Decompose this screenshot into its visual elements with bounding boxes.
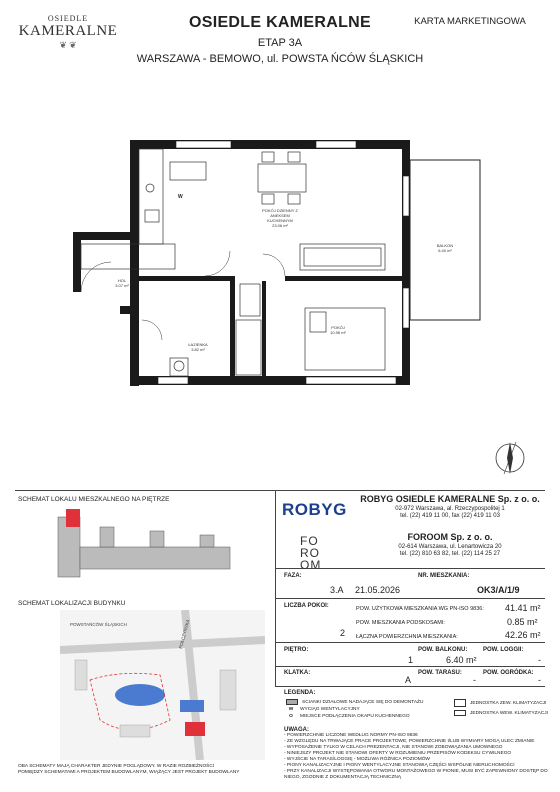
legend-item: [454, 699, 554, 707]
hall-label: [102, 278, 142, 288]
logo: [18, 14, 118, 51]
bathroom-label: [178, 342, 218, 352]
ac-outdoor-icon: [454, 699, 466, 707]
balcony-line: BALKON: [436, 243, 454, 248]
pow-uzytkowa-label: POW. UŻYTKOWA MIESZKANIA WG PN-ISO 9836:: [356, 606, 484, 612]
building-marker: [185, 722, 205, 736]
pokoje-value: 2: [340, 628, 346, 638]
legend-item: [286, 714, 456, 719]
faza-label: FAZA:: [284, 573, 302, 579]
divider: [275, 686, 545, 687]
foroom-logo-line: RO: [300, 546, 320, 560]
faza-value: 3.A: [330, 585, 344, 595]
klatka-value: A: [405, 675, 412, 685]
notes: [284, 727, 554, 781]
living-room-label: [250, 208, 310, 228]
divider: [15, 490, 545, 491]
balcony-label: [425, 243, 465, 253]
pow-laczna-value: 42.26 m²: [505, 630, 541, 640]
ac-indoor-icon: [454, 710, 466, 716]
legend-right: [454, 699, 554, 716]
disclaimer-line: POMIĘDZY SCHEMATAMI A PROJEKTEM BUDOWLANYM, WIĄŻĄCY JEST PROJEKT BUDOWLANY: [18, 770, 240, 775]
divider: [275, 642, 545, 643]
loggia-value: -: [538, 655, 541, 665]
taras-value: -: [473, 675, 476, 685]
divider: [275, 598, 545, 599]
bathroom-area: 3.82 m²: [191, 347, 205, 352]
bedroom-area: 10.96 m²: [330, 330, 346, 335]
ventilation-icon: W: [288, 707, 294, 712]
page-title: OSIEDLE KAMERALNE: [189, 14, 371, 31]
note-line: NIEGO, ZGODNIE Z DOKUMENTACJĄ TECHNICZNĄ: [284, 775, 402, 780]
nr-value: OK3/A/1/9: [477, 585, 520, 595]
washer-symbol: W: [178, 194, 183, 200]
living-room-area: 23.06 m²: [272, 223, 288, 228]
date-value: 21.05.2026: [355, 585, 401, 595]
pow-laczna-label: ŁĄCZNA POWIERZCHNIA MIESZKANIA:: [356, 634, 458, 640]
legend-text: JEDNOSTKA WEW. KLIMATYZACJI: [470, 710, 549, 716]
loggia-label: POW. LOGGII:: [483, 647, 524, 653]
company-phone: tel. (22) 419 11 00, fax (22) 419 11 03: [400, 513, 500, 519]
logo-large-text: KAMERALNE: [18, 23, 118, 39]
note-line: - PIONY KANALIZACYJNE I PIONY WENTYLACYJNE STANOWIĄ CZĘŚCI WSPÓLNE NIERUCHOMOŚCI: [284, 763, 515, 768]
note-line: - WYPOSAŻENIE TYLKO W CELACH PREZENTACJI, NIE STANOWI ZOBOWIĄZANIA UMOWNEGO: [284, 745, 503, 750]
foroom-logo-line: FO: [300, 534, 319, 548]
pow-podskosami-label: POW. MIESZKANIA PODSKOSAMI:: [356, 620, 445, 626]
notes-title: UWAGA:: [284, 727, 309, 733]
company-address: 02-972 Warszawa, al. Rzeczypospolitej 1: [395, 505, 505, 512]
address-label: WARSZAWA - BEMOWO, ul. POWSTA ŃCÓW ŚLĄSKICH: [136, 53, 424, 65]
pow-podskosami-value: 0.85 m²: [507, 617, 538, 627]
living-room-line: KUCHENNYM: [267, 218, 293, 223]
klatka-label: KLATKA:: [284, 670, 311, 676]
company-name: ROBYG OSIEDLE KAMERALNE Sp. z o. o.: [360, 494, 540, 504]
hall-line: HOL: [117, 278, 127, 283]
bedroom-line: POKÓJ: [331, 325, 345, 330]
partition-swatch-icon: [286, 699, 298, 705]
street-label: POWSTAŃCÓW ŚLĄSKICH: [70, 622, 127, 627]
bathroom-line: ŁAZIENKA: [188, 342, 208, 347]
company-foroom: [352, 534, 548, 559]
disclaimer-line: OBA SCHEMATY MAJĄ CHARAKTER JEDYNIE POGLĄDOWY. W RAZIE ROZBIEŻNOŚCI: [18, 764, 215, 769]
doc-type-label: KARTA MARKETINGOWA: [414, 16, 526, 27]
divider: [275, 490, 276, 686]
apartment-marker: [66, 509, 80, 527]
balcony-area: 6.40 m²: [438, 248, 452, 253]
legend-title: LEGENDA:: [284, 690, 316, 696]
pietro-label: PIĘTRO:: [284, 647, 309, 653]
note-line: - POWIERZCHNIE LICZONE WEDŁUG NORMY PN-ISO 9836: [284, 733, 418, 738]
balkon-value: 6.40 m²: [446, 655, 477, 665]
balkon-label: POW. BALKONU:: [418, 647, 468, 653]
ogrodek-label: POW. OGRÓDKA:: [483, 670, 534, 676]
legend-text: SCIANKI DZIAŁOWE NADAJĄCE SIĘ DO DEMONTAŻU: [302, 699, 424, 705]
legend-item: [286, 707, 456, 712]
pokoje-label: LICZBA POKOI:: [284, 603, 329, 609]
logo-ornament: ❦ ❦: [59, 40, 77, 50]
logo-small-text: OSIEDLE: [47, 14, 89, 23]
company-name: FOROOM Sp. z o. o.: [407, 532, 493, 542]
disclaimer: [18, 764, 240, 776]
section-title-location: SCHEMAT LOKALIZACJI BUDYNKU: [18, 600, 126, 607]
note-line: - NINIEJSZY PROJEKT NIE STANOWI OFERTY W ROZUMIENIU PRZEPISÓW KODEKSU CYWILNEGO: [284, 751, 512, 756]
hood-connection-icon: O: [289, 714, 293, 719]
note-line: - ZE WZGLĘDU NA TRWAJĄCE PRACE PROJEKTOWE, POWIERZCHNIE I/LUB WYMIARY MOGĄ ULEC ZMIANIE: [284, 739, 535, 744]
nr-label: NR. MIESZKANIA:: [418, 573, 470, 579]
bedroom-label: [318, 325, 358, 335]
hall-area: 3.07 m²: [115, 283, 129, 288]
foroom-logo: [300, 535, 340, 571]
street-label: POŁCZYŃSKA: [178, 618, 191, 650]
compass-icon: [490, 438, 530, 478]
company-address: 02-614 Warszawa, ul. Lenartowicza 20: [398, 543, 502, 550]
note-line: - WYJŚCIE NA TARAS/LOGGIĘ - MOŻLIWA RÓŻNICA POZIOMÓW: [284, 757, 430, 762]
company-phone: tel. (22) 810 63 82, tel. (22) 114 25 27: [399, 551, 501, 557]
pow-uzytkowa-value: 41.41 m²: [505, 603, 541, 613]
note-line: - PRZY KANALIZACJI WYSTĘPOWANIA OTWORU MONTAŻOWEGO W PIONIE, MUSI BYĆ ZAPEWNIONY DOSTĘP DO: [284, 769, 548, 774]
location-map: [60, 610, 265, 760]
legend-item: [286, 699, 456, 705]
living-room-line: ANEKSEM: [270, 213, 290, 218]
legend-text: JEDNOSTKA ZEW. KLIMATYZACJI: [470, 700, 547, 706]
company-robyg: [352, 496, 548, 521]
floor-plan: [0, 80, 560, 440]
divider: [275, 666, 545, 667]
robyg-logo: ROBYG: [282, 500, 347, 519]
foroom-logo-line: OM: [300, 558, 322, 572]
living-room-line: POKÓJ DZIENNY Z: [262, 208, 298, 213]
stage-label: ETAP 3A: [257, 37, 303, 49]
legend-item: [454, 710, 554, 716]
taras-label: POW. TARASU:: [418, 670, 462, 676]
ogrodek-value: -: [538, 675, 541, 685]
floor-schematic: [40, 505, 240, 590]
legend-text: WYCIĄG WENTYLACYJNY: [300, 707, 360, 712]
legend-text: MIEJSCE PODŁĄCZENIA OKAPU KUCHENNEGO: [300, 714, 410, 719]
pietro-value: 1: [408, 655, 414, 665]
section-title-floor: SCHEMAT LOKALU MIESZKALNEGO NA PIĘTRZE: [18, 496, 170, 503]
legend-left: [286, 699, 456, 719]
